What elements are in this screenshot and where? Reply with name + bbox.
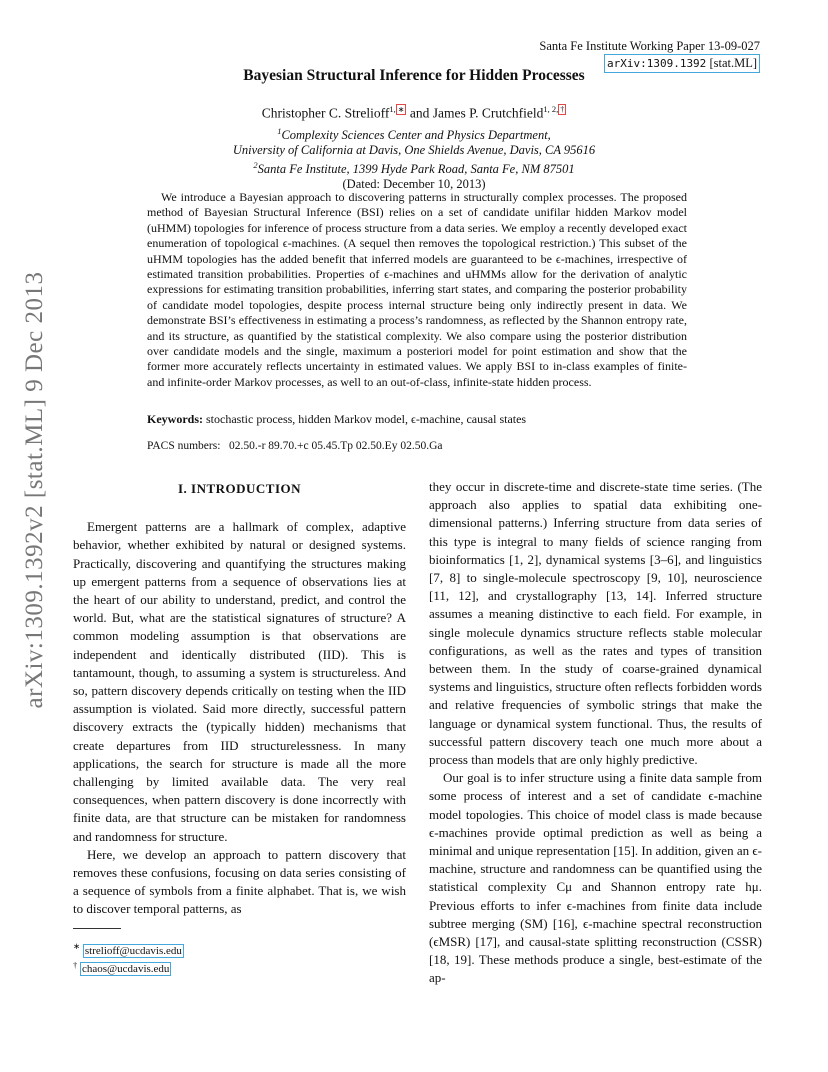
author-line <box>0 104 828 122</box>
keywords-text: stochastic process, hidden Markov model, ϵ-machine, causal states <box>206 412 527 426</box>
author-2-affil: 1, 2, <box>543 104 559 114</box>
author-2-footnote-link[interactable]: † <box>560 105 565 114</box>
affil-2-line: Santa Fe Institute, 1399 Hyde Park Road, Santa Fe, NM 87501 <box>257 162 575 177</box>
left-column <box>73 480 406 919</box>
footnote-1-mark: ∗ <box>73 941 81 951</box>
keywords <box>147 412 707 427</box>
footnote-1 <box>73 939 406 958</box>
author-1-footnote-link[interactable]: ∗ <box>397 105 405 114</box>
pacs-numbers <box>147 440 707 452</box>
footnote-2-email-link[interactable]: chaos@ucdavis.edu <box>82 963 170 976</box>
arxiv-side-stamp <box>10 271 60 709</box>
arxiv-side-stamp-text: arXiv:1309.1392v2 [stat.ML] 9 Dec 2013 <box>21 271 48 709</box>
dated-line: (Dated: December 10, 2013) <box>342 177 486 192</box>
footnotes <box>73 928 406 976</box>
keywords-label: Keywords: <box>147 412 203 426</box>
affil-1-line2: University of California at Davis, One Shields Avenue, Davis, CA 95616 <box>232 143 596 158</box>
pacs-label: PACS numbers: <box>147 440 221 452</box>
footnote-2 <box>73 958 406 977</box>
affiliations <box>0 124 828 192</box>
right-column <box>429 478 762 988</box>
arxiv-category: [stat.ML] <box>709 56 757 70</box>
author-connector: and <box>409 105 430 121</box>
paper-title: Bayesian Structural Inference for Hidden Processes <box>243 67 585 84</box>
footnote-2-mark: † <box>73 959 78 970</box>
affil-1-line1: Complexity Sciences Center and Physics Department, <box>281 128 551 143</box>
abstract: We introduce a Bayesian approach to discovering patterns in structurally complex processes. The proposed method of Bayesian Structural Inference (BSI) relies on a set of candidate unifilar hidden Markov model (uHMM) topologies for inference of process structure from a data series. We employ a recently developed exact enumeration of topological ϵ-machines. (A sequel then removes the topological restriction.) This subset of the uHMM topologies has the added benefit that inferred models are guaranteed to be ϵ-machines, irrespective of estimated transition probabilities. Properties of ϵ-machines and uHMMs allow for the derivation of analytic expressions for estimating transition probabilities, inferring start states, and comparing the posterior probability of candidate model topologies, despite process internal structure being only indirectly present in data. We demonstrate BSI’s effectiveness in estimating a process’s randomness, as reflected by the Shannon entropy rate, and its structure, as quantified by the statistical complexity. We also compare using the posterior distribution over candidate models and the single, maximum a posteriori model for point estimation and show that the former more accurately reflects uncertainty in estimated values. We apply BSI to in-class examples of finite- and infinite-order Markov processes, as well to an out-of-class, infinite-state hidden process. <box>147 190 687 389</box>
working-paper-label: Santa Fe Institute Working Paper 13-09-027 <box>539 39 760 53</box>
section-heading: I. INTRODUCTION <box>177 481 302 496</box>
affil-1-number: 1 <box>277 126 282 136</box>
intro-paragraph-2: Here, we develop an approach to pattern discovery that removes these confusions, focusing on data series consisting of a sequence of symbols from a finite alphabet. That is, we wish to discover temporal patterns, as <box>73 846 406 917</box>
footnote-1-email-link[interactable]: strelioff@ucdavis.edu <box>84 944 182 957</box>
intro-paragraph-3: they occur in discrete-time and discrete-state time series. (The approach also applies to spatial data exhibiting one-dimensional patterns.) Inferring structure from data series of this type is integral to many fields of science ranging from bioinformatics [1, 2], dynamical systems [3–6], and linguistics [7, 8] to single-molecule spectroscopy [9, 10], neuroscience [11, 12], and crystallography [13, 14]. Inferred structure assumes a meaning distinctive to each field. For example, in single molecule dynamics structure reflects stable molecular configurations, as well as the rates and types of transition between them. In the study of coarse-grained dynamical systems and linguistics, structure often reflects forbidden words and relative frequencies of symbolic strings that make the language or dynamical system functional. Thus, the results of successful pattern discovery teach one much more about a process than models that are only highly predictive. <box>429 479 762 768</box>
arxiv-code: arXiv:1309.1392 <box>606 57 707 70</box>
author-2: James P. Crutchfield <box>432 105 544 121</box>
footnote-rule <box>73 928 121 929</box>
author-1-affil: 1, <box>389 104 396 114</box>
intro-paragraph-1: Emergent patterns are a hallmark of complex, adaptive behavior, whether exhibited by natural or designed systems. Practically, discovering and quantifying the structures making up emergent patterns from a sequence of observations lies at the heart of our ability to understand, predict, and control the world. But, what are the statistical signatures of structure? A common modeling assumption is that observations are independent and identically distributed (IID). This is tantamount, though, to assuming a system is structureless. And so, pattern discovery depends critically on testing when the IID assumption is violated. Said more directly, successful pattern discovery extracts the (typically hidden) mechanisms that create departures from IID structurelessness. In many applications, the search for structure is made all the more challenging by limited available data. The very real consequences, when pattern discovery is done incorrectly with finite data, are that structure can be mistaken for randomness and randomness for structure. <box>73 519 406 844</box>
pacs-text: 02.50.-r 89.70.+c 05.45.Tp 02.50.Ey 02.50.Ga <box>229 440 443 452</box>
author-1: Christopher C. Strelioff <box>261 105 390 121</box>
affil-2-number: 2 <box>253 160 258 171</box>
intro-paragraph-4: Our goal is to infer structure using a finite data sample from some process of interest and a set of candidate ϵ-machine model topologies. This choice of model class is made because ϵ-machines provide optimal prediction as well as being a minimal and unique representation [15]. In addition, given an ϵ-machine, structure and randomness can be quantified using the statistical complexity Cμ and Shannon entropy rate hμ. Previous efforts to infer ϵ-machines from finite data include subtree merging (SM) [16], ϵ-machine spectral reconstruction (ϵMSR) [17], and causal-state splitting reconstruction (CSSR) [18, 19]. These methods produce a single, best-estimate of the ap- <box>429 770 762 986</box>
